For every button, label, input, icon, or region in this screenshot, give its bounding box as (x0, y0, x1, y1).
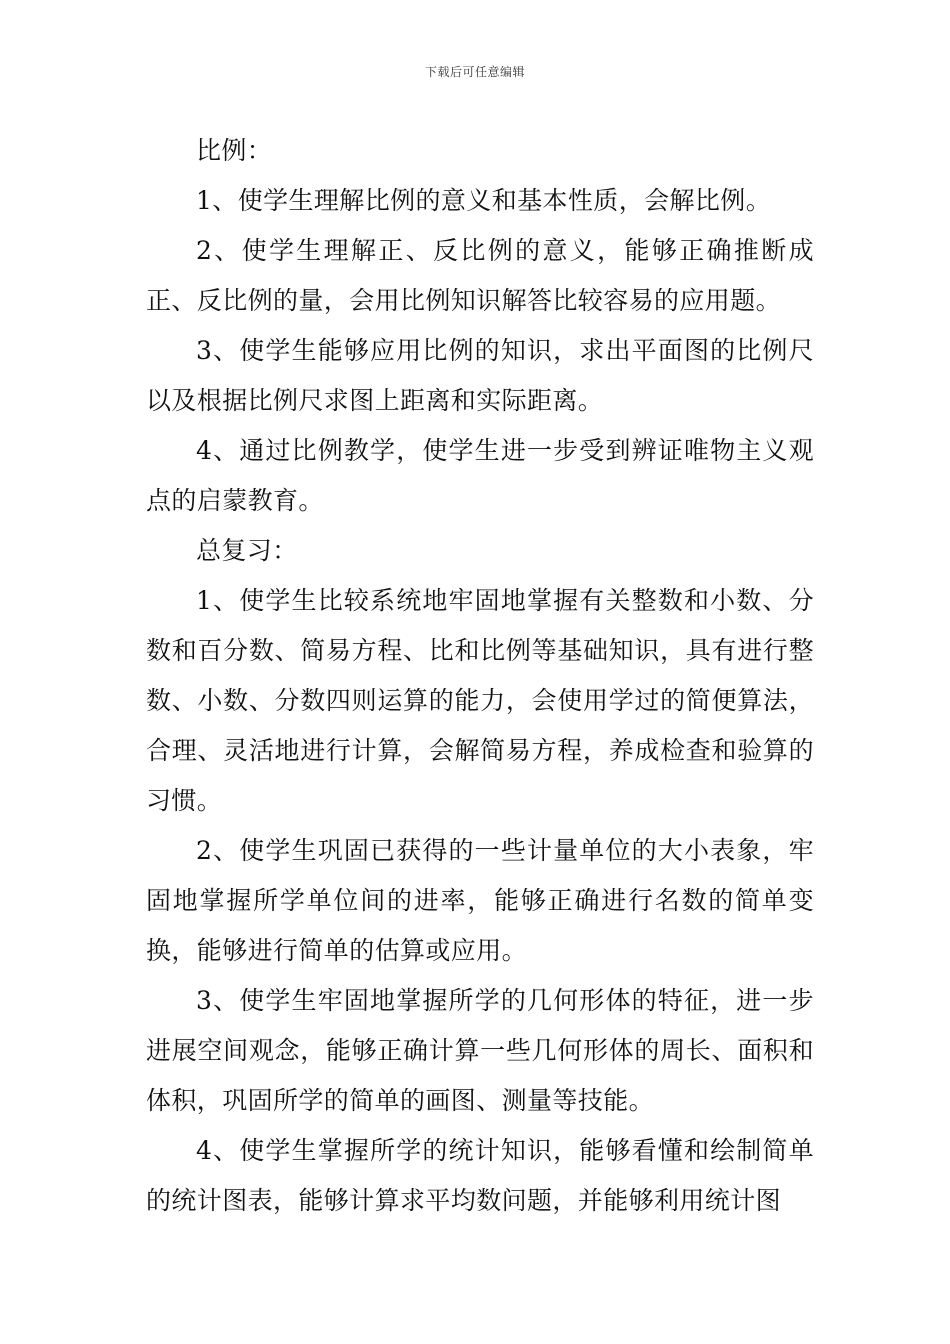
paragraph: 2、使学生理解正、反比例的意义，能够正确推断成正、反比例的量，会用比例知识解答比较容易的应用题。 (146, 236, 814, 315)
paragraph: 4、使学生掌握所学的统计知识，能够看懂和绘制简单的统计图表，能够计算求平均数问题，并能够利用统计图 (146, 1136, 814, 1215)
paragraph: 3、使学生能够应用比例的知识，求出平面图的比例尺以及根据比例尺求图上距离和实际距离。 (146, 336, 814, 415)
document-body (146, 126, 814, 1226)
section-heading-review: 总复习： (196, 536, 298, 565)
section-heading-proportion: 比例： (196, 136, 273, 165)
paragraph: 1、使学生比较系统地牢固地掌握有关整数和小数、分数和百分数、简易方程、比和比例等基础知识，具有进行整数、小数、分数四则运算的能力，会使用学过的简便算法，合理、灵活地进行计算，会解简易方程，养成检查和验算的习惯。 (146, 586, 814, 815)
paragraph: 3、使学生牢固地掌握所学的几何形体的特征，进一步进展空间观念，能够正确计算一些几何形体的周长、面积和体积，巩固所学的简单的画图、测量等技能。 (146, 986, 814, 1115)
paragraph: 1、使学生理解比例的意义和基本性质，会解比例。 (196, 186, 772, 215)
paragraph: 4、通过比例教学，使学生进一步受到辨证唯物主义观点的启蒙教育。 (146, 436, 814, 515)
paragraph: 2、使学生巩固已获得的一些计量单位的大小表象，牢固地掌握所学单位间的进率，能够正确进行名数的简单变换，能够进行简单的估算或应用。 (146, 836, 814, 965)
page-header: 下载后可任意编辑 (424, 65, 525, 79)
